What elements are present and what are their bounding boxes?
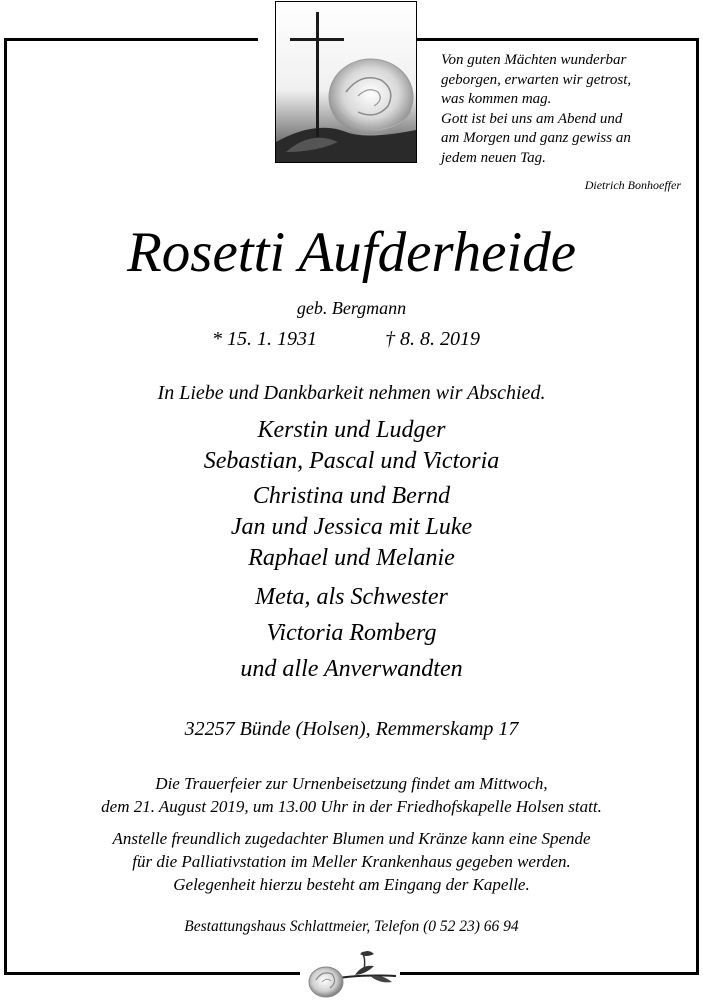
mourner-line: Victoria Romberg [266, 620, 437, 646]
mourner-line: Meta, als Schwester [255, 584, 448, 610]
mourner-line: Kerstin und Ludger [257, 417, 446, 443]
deceased-name: Rosetti Aufderheide [126, 221, 577, 284]
quote-line: geborgen, erwarten wir getrost, [441, 71, 632, 88]
frame-top-right [417, 38, 699, 41]
quote [441, 51, 691, 168]
mourner-line: Sebastian, Pascal und Victoria [203, 448, 500, 474]
mourner-line: Raphael und Melanie [248, 545, 455, 571]
quote-line: was kommen mag. [441, 91, 552, 107]
quote-line: am Morgen und ganz gewiss an [441, 130, 631, 146]
quote-author: Dietrich Bonhoeffer [584, 178, 681, 192]
quote-line: Von guten Mächten wunderbar [441, 52, 627, 68]
cross-icon [276, 2, 416, 162]
birth-name: geb. Bergmann [296, 298, 407, 318]
farewell-text: In Liebe und Dankbarkeit nehmen wir Abschied. [157, 382, 546, 404]
funeral-home: Bestattungshaus Schlattmeier, Telefon (0 52 23) 66 94 [184, 918, 519, 935]
frame-top-left [4, 38, 258, 41]
frame-bottom-left [4, 972, 300, 975]
service-info-line: dem 21. August 2019, um 13.00 Uhr in der Friedhofskapelle Holsen statt. [101, 797, 602, 816]
mourner-line: und alle Anverwandten [240, 656, 463, 682]
mourner-line: Jan und Jessica mit Luke [230, 514, 473, 540]
cross-rose-image [275, 1, 417, 163]
donation-info-line: Gelegenheit hierzu besteht am Eingang der Kapelle. [173, 875, 530, 894]
donation-info-line: Anstelle freundlich zugedachter Blumen und Kränze kann eine Spende [112, 829, 591, 848]
frame-bottom-right [400, 972, 699, 975]
service-info-line: Die Trauerfeier zur Urnenbeisetzung findet am Mittwoch, [155, 774, 548, 793]
quote-line: jedem neuen Tag. [441, 149, 546, 166]
donation-info-line: für die Palliativstation im Meller Krankenhaus gegeben werden. [132, 852, 571, 871]
birth-date: * 15. 1. 1931 [212, 328, 317, 350]
rose-icon [300, 944, 400, 1000]
death-date: † 8. 8. 2019 [385, 328, 480, 350]
address: 32257 Bünde (Holsen), Remmerskamp 17 [184, 718, 519, 740]
quote-line: Gott ist bei uns am Abend und [441, 110, 623, 127]
mourner-line: Christina und Bernd [252, 483, 451, 509]
